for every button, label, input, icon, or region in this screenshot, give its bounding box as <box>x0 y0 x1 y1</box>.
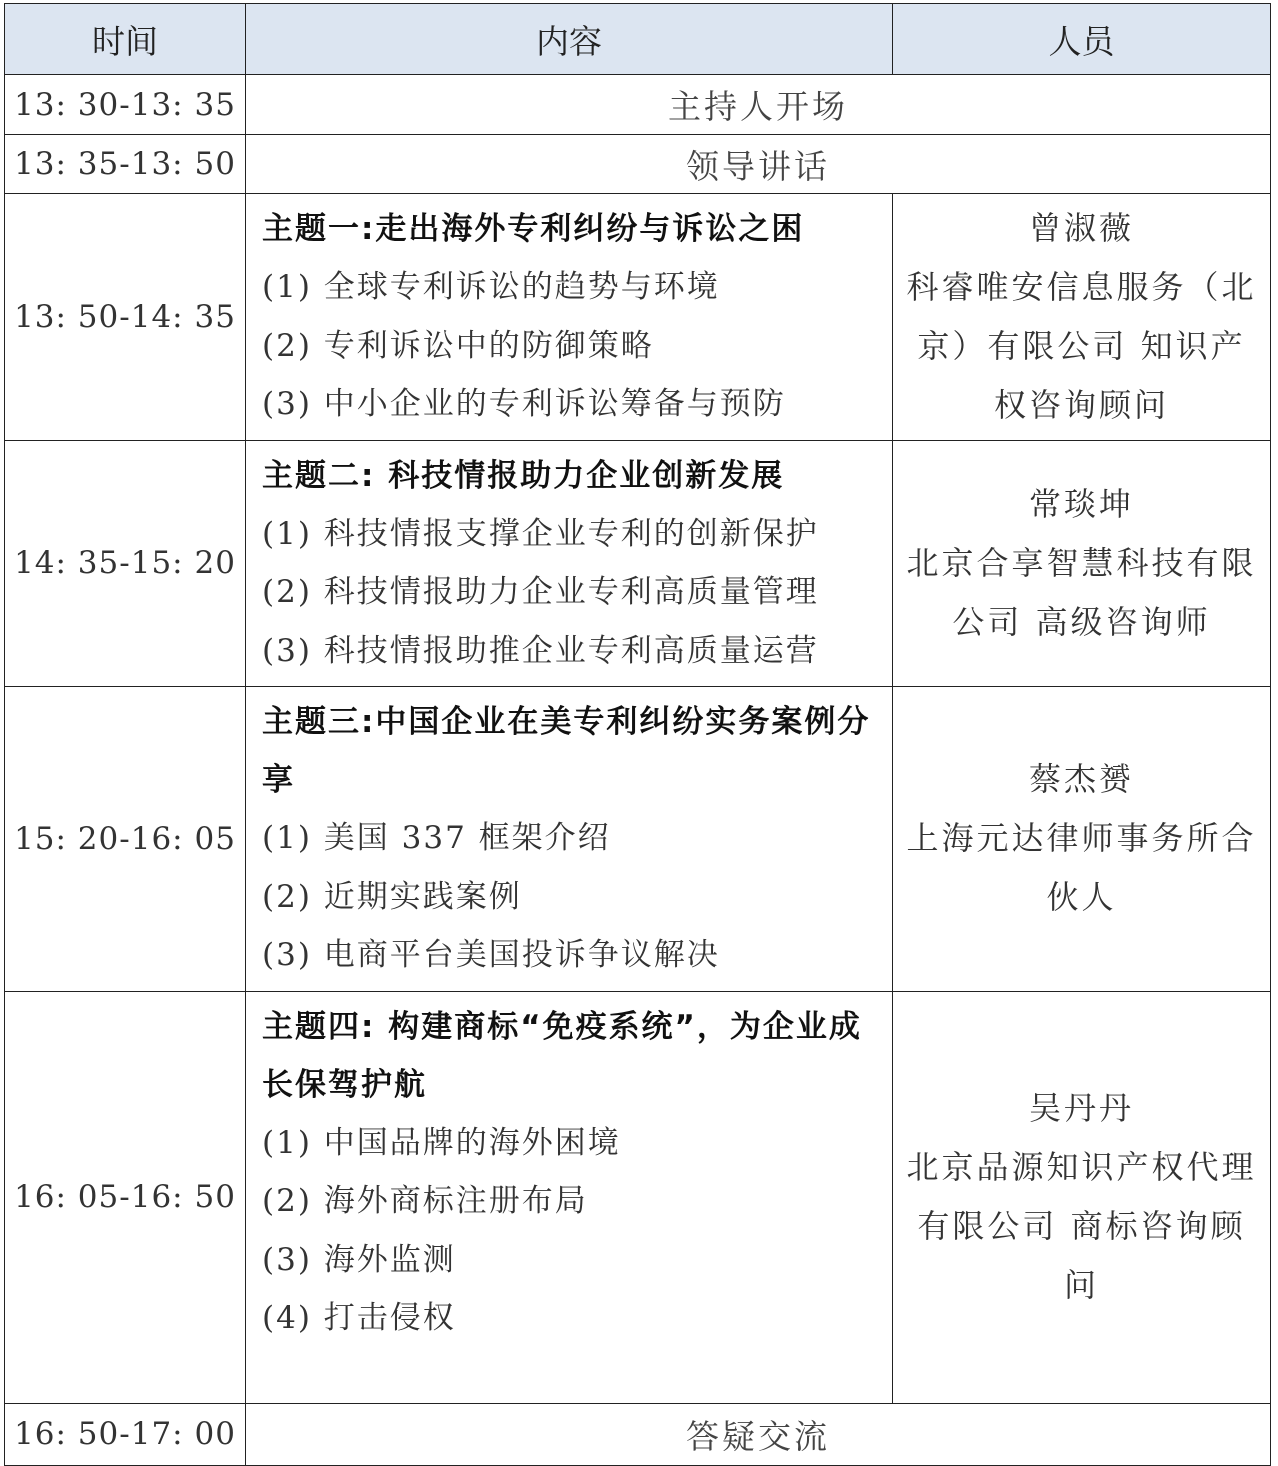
time-cell: 14: 35-15: 20 <box>5 440 246 687</box>
speaker-name: 曾淑薇 <box>1028 208 1134 247</box>
speaker-affiliation: 北京合享智慧科技有限公司 高级咨询师 <box>906 543 1257 641</box>
table-row <box>5 440 1271 687</box>
time-cell: 16: 50-17: 00 <box>5 1403 246 1465</box>
topic-title: 主题三:中国企业在美专利纠纷实务案例分享 <box>262 704 871 798</box>
topic-item: (3) 中小企业的专利诉讼筹备与预防 <box>262 386 786 422</box>
session-cell: 主持人开场 <box>246 75 1271 135</box>
person-cell <box>893 440 1271 687</box>
speaker-name: 吴丹丹 <box>1028 1089 1134 1127</box>
topic-item: (3) 科技情报助推企业专利高质量运营 <box>262 632 819 669</box>
topic-item: (4) 打击侵权 <box>262 1300 456 1336</box>
header-content: 内容 <box>246 4 893 75</box>
time-cell: 13: 35-13: 50 <box>5 135 246 194</box>
content-cell <box>246 194 893 441</box>
time-cell: 15: 20-16: 05 <box>5 687 246 992</box>
topic-item: (3) 海外监测 <box>262 1241 456 1278</box>
time-cell: 13: 50-14: 35 <box>5 194 246 441</box>
table-row <box>5 1403 1271 1465</box>
topic-title: 主题二: 科技情报助力企业创新发展 <box>262 457 785 494</box>
person-cell <box>893 991 1271 1403</box>
topic-item: (1) 全球专利诉讼的趋势与环境 <box>262 269 720 305</box>
topic-item: (1) 中国品牌的海外困境 <box>262 1124 621 1161</box>
time-cell: 16: 05-16: 50 <box>5 991 246 1403</box>
time-cell: 13: 30-13: 35 <box>5 75 246 135</box>
session-cell: 答疑交流 <box>246 1403 1271 1465</box>
session-cell: 领导讲话 <box>246 135 1271 194</box>
speaker-affiliation: 上海元达律师事务所合伙人 <box>906 819 1257 917</box>
agenda-table <box>4 3 1271 1466</box>
header-person: 人员 <box>893 4 1271 75</box>
person-cell <box>893 194 1271 441</box>
header-row <box>5 4 1271 75</box>
speaker-affiliation: 北京品源知识产权代理有限公司 商标咨询顾问 <box>906 1148 1257 1304</box>
topic-item: (2) 海外商标注册布局 <box>262 1183 588 1219</box>
speaker-name: 常琰坤 <box>1028 484 1134 523</box>
speaker-name: 蔡杰赟 <box>1028 760 1134 799</box>
table-row <box>5 135 1271 194</box>
topic-title: 主题四: 构建商标“免疫系统”，为企业成长保驾护航 <box>262 1008 862 1103</box>
topic-item: (2) 近期实践案例 <box>262 878 522 915</box>
topic-item: (2) 专利诉讼中的防御策略 <box>262 327 654 364</box>
header-time: 时间 <box>5 4 246 75</box>
person-cell <box>893 687 1271 992</box>
content-cell <box>246 440 893 687</box>
topic-item: (1) 美国 337 框架介绍 <box>262 820 611 856</box>
table-row <box>5 687 1271 992</box>
table-row <box>5 194 1271 441</box>
topic-item: (1) 科技情报支撑企业专利的创新保护 <box>262 515 819 552</box>
content-cell <box>246 687 893 992</box>
table-row <box>5 991 1271 1403</box>
topic-title: 主题一:走出海外专利纠纷与诉讼之困 <box>262 211 805 247</box>
topic-item: (2) 科技情报助力企业专利高质量管理 <box>262 574 819 610</box>
topic-item: (3) 电商平台美国投诉争议解决 <box>262 937 720 973</box>
table-row <box>5 75 1271 135</box>
content-cell <box>246 991 893 1403</box>
speaker-affiliation: 科睿唯安信息服务（北京）有限公司 知识产权咨询顾问 <box>906 267 1257 424</box>
